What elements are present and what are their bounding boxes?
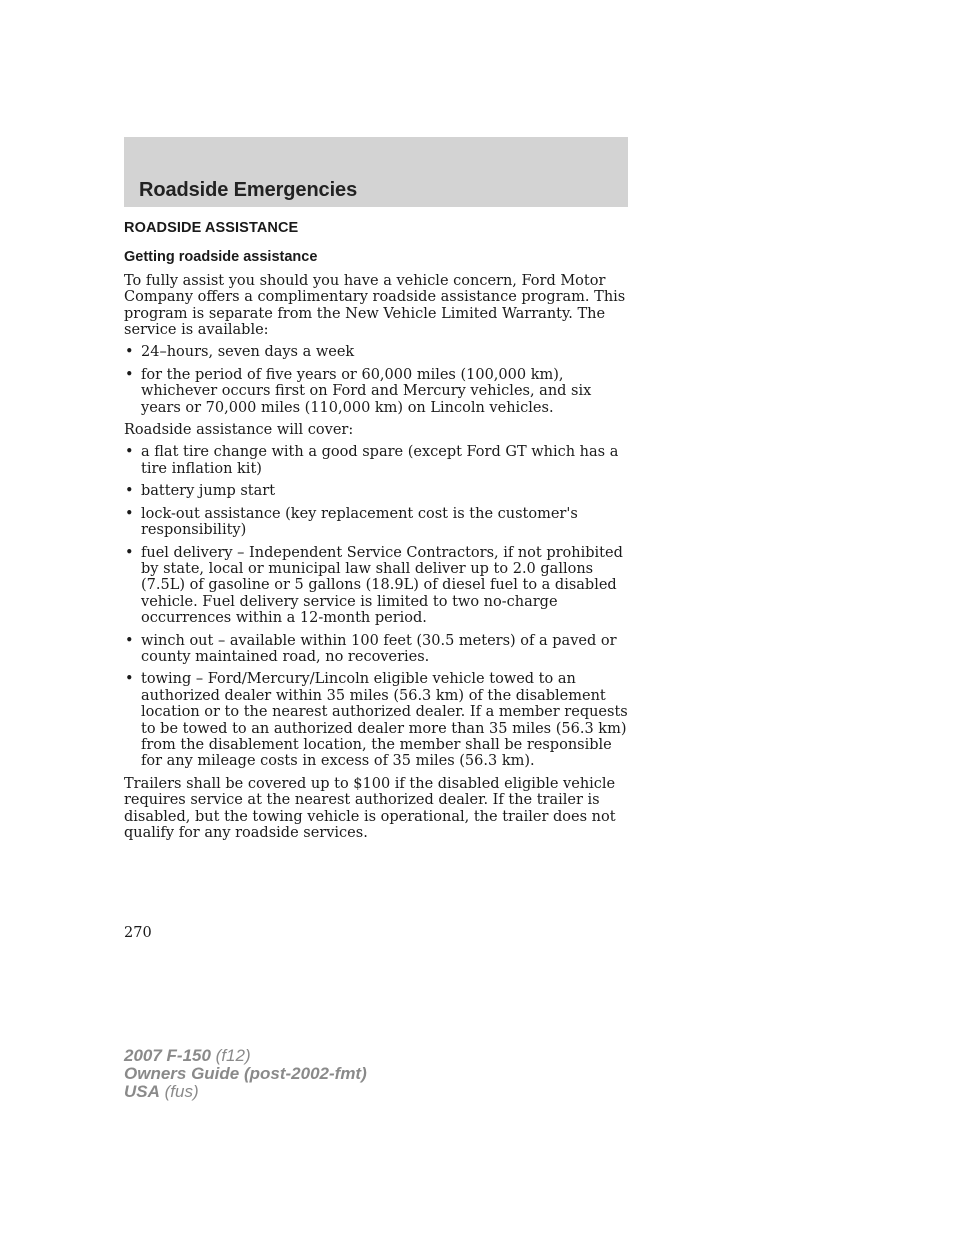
- section-subheading: Getting roadside assistance: [124, 249, 318, 266]
- page-content: [124, 220, 628, 847]
- list-item: • winch out – available within 100 feet (30.5 meters) of a paved or county maintained road, no recoveries.: [124, 633, 628, 666]
- footer-line-model: [124, 1047, 367, 1065]
- intro-paragraph: To fully assist you should you have a vehicle concern, Ford Motor Company offers a complimentary roadside assistance program. This program is separate from the New Vehicle Limited Warranty. The service is available:: [124, 272, 626, 339]
- list-item: • fuel delivery – Independent Service Contractors, if not prohibited by state, local or municipal law shall deliver up to 2.0 gallons (7.5L) of gasoline or 5 gallons (18.9L) of diesel fuel to a disabled vehicle. Fuel delivery service is limited to two no-charge occurrences within a 12-month period.: [124, 545, 628, 627]
- chapter-header: [124, 137, 628, 207]
- list-item: • a flat tire change with a good spare (except Ford GT which has a tire inflation kit): [124, 444, 628, 477]
- list-item: • battery jump start: [124, 483, 628, 499]
- footer-model-code: (f12): [210, 1046, 251, 1065]
- availability-list: [124, 344, 628, 416]
- list-item: • 24–hours, seven days a week: [124, 344, 628, 360]
- footer-market: USA: [124, 1082, 160, 1101]
- section-heading: ROADSIDE ASSISTANCE: [124, 220, 299, 236]
- footer-market-code: (fus): [159, 1082, 199, 1101]
- coverage-intro: Roadside assistance will cover:: [124, 422, 354, 439]
- chapter-title: Roadside Emergencies: [139, 179, 358, 201]
- footer-line-market: [124, 1083, 367, 1101]
- document-footer: [124, 1047, 367, 1101]
- trailers-paragraph: Trailers shall be covered up to $100 if the disabled eligible vehicle requires service at the nearest authorized dealer. If the trailer is disabled, but the towing vehicle is operational, the trailer does not qualify for any roadside services.: [124, 775, 616, 841]
- list-item: • lock-out assistance (key replacement cost is the customer's responsibility): [124, 506, 628, 539]
- list-item: • for the period of five years or 60,000 miles (100,000 km), whichever occurs first on Ford and Mercury vehicles, and six years or 70,000 miles (110,000 km) on Lincoln vehicles.: [124, 367, 628, 416]
- list-item: • towing – Ford/Mercury/Lincoln eligible vehicle towed to an authorized dealer within 35 miles (56.3 km) of the disablement location or to the nearest authorized dealer. If a member requests to be towed to an authorized dealer more than 35 miles (56.3 km) from the disablement location, the member shall be responsible for any mileage costs in excess of 35 miles (56.3 km).: [124, 671, 628, 769]
- footer-line-guide: [124, 1065, 367, 1083]
- footer-guide: Owners Guide (post-2002-fmt): [124, 1064, 367, 1083]
- footer-model: 2007 F-150: [124, 1046, 211, 1065]
- page-number: 270: [124, 925, 152, 941]
- coverage-list: [124, 444, 628, 769]
